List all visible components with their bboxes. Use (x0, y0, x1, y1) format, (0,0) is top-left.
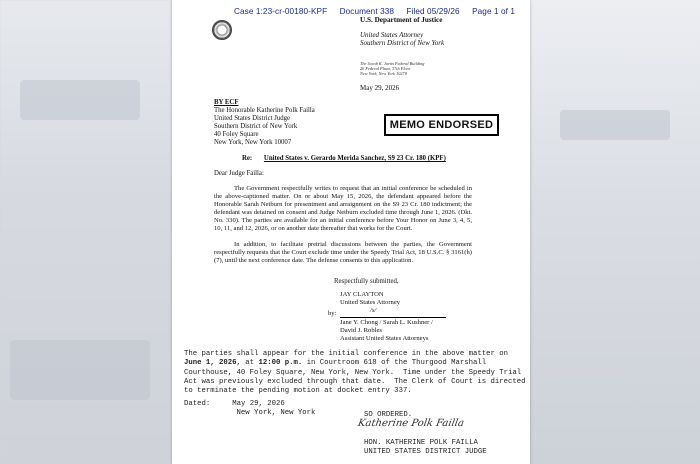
judge-name: HON. KATHERINE POLK FAILLA (364, 439, 478, 447)
endorsement-text-fragment: in Courtroom 618 of the Thurgood Marshall (302, 359, 487, 368)
office-title: United States Attorney (360, 31, 424, 40)
background-blur (560, 110, 670, 140)
conference-date: June 1, 2026 (184, 359, 237, 368)
background-blur (20, 80, 140, 120)
endorsement-line: The parties shall appear for the initial conference in the above matter on (184, 350, 509, 358)
recipient-line: New York, New York 10007 (214, 139, 292, 147)
case-number: Case 1:23-cr-00180-KPF (234, 7, 328, 16)
endorsement-line: Courthouse, 40 Foley Square, New York, New York. Time under the Speedy Trial (184, 368, 522, 377)
re-line (242, 155, 446, 162)
address-line: 26 Federal Plaza, 37th Floor (360, 66, 411, 72)
judge-block (364, 439, 487, 458)
conference-time: 12:00 p.m. (258, 359, 303, 368)
recipient-block (214, 99, 315, 147)
memo-endorsed-stamp: MEMO ENDORSED (384, 114, 499, 136)
filed-date: Filed 05/29/26 (406, 7, 460, 16)
recipient-line: United States District Judge (214, 115, 291, 123)
aua-names: David J. Robles (340, 326, 382, 334)
re-label: Re: (242, 155, 253, 162)
endorsement-line: Act was previously excluded through that date. The Clerk of Court is directed (184, 377, 526, 386)
page-count: Page 1 of 1 (472, 7, 516, 16)
agency-name: U.S. Department of Justice (360, 16, 443, 24)
salutation: Dear Judge Failla: (214, 170, 264, 177)
aua-title: Assistant United States Attorneys (340, 334, 429, 342)
background-blur (10, 340, 150, 400)
letterhead (360, 16, 444, 47)
by-label: by: (328, 310, 337, 317)
office-district: Southern District of New York (360, 39, 445, 48)
office-address (360, 61, 424, 76)
doj-seal-icon (212, 20, 232, 40)
signature-block (340, 291, 400, 315)
body-paragraph-1: The Government respectfully writes to request that an initial conference be scheduled in the above-captioned matter. On or about May 15, 2026, the defendant appeared before the Honorable Sarah Netburn for presentment and arraignment on the S9 23 Cr. 180 indictment; the defendant was detained on consent and Judge Netburn excluded time through June 1, 2026. (Dkt. No. 330). The parties are available for an initial conference before Your Honor on June 3, 4, 5, 10, 11, and 12, 2026, or on another date thereafter that works for the Court. (214, 185, 472, 233)
judge-signature: Katherine Polk Failla (357, 418, 465, 429)
endorsement-text (184, 350, 526, 397)
signer-title: United States Attorney (340, 298, 401, 306)
ecf-header (234, 7, 525, 16)
endorsement-line (184, 359, 526, 368)
document-number: Document 338 (339, 7, 395, 16)
dated-place: New York, New York (236, 409, 316, 418)
aua-block (340, 319, 433, 343)
so-ordered: SO ORDERED. (364, 411, 413, 419)
dated-label: Dated: (184, 400, 211, 408)
letter-date: May 29, 2026 (360, 84, 400, 92)
recipient-line: 40 Foley Square (214, 131, 259, 139)
aua-names: Jane Y. Chong / Sarah L. Kushner / (340, 319, 433, 326)
endorsement-line: to terminate the pending motion at docket entry 337. (184, 387, 412, 396)
dated-date: May 29, 2026 (232, 400, 285, 408)
recipient-line: Southern District of New York (214, 123, 298, 131)
background-right (530, 0, 700, 464)
signer-name: JAY CLAYTON (340, 291, 384, 298)
body-paragraph-2: In addition, to facilitate pretrial discussions between the parties, the Government respectfully requests that the Court exclude time under the Speedy Trial Act, 18 U.S.C. § 3161(h)(7), until the next conference date. The defense consents to this application. (214, 241, 472, 265)
case-caption: United States v. Gerardo Merida Sanchez, S9 23 Cr. 180 (KPF) (263, 155, 446, 162)
judge-title: UNITED STATES DISTRICT JUDGE (364, 448, 487, 457)
address-line: The Jacob K. Javits Federal Building (360, 61, 425, 66)
endorsement-text-fragment: , at (236, 359, 259, 368)
recipient-line: The Honorable Katherine Polk Failla (214, 107, 315, 115)
electronic-signature: /s/ (370, 306, 377, 314)
dated-block (184, 400, 315, 419)
delivery-method: BY ECF (214, 99, 239, 106)
signature-line (340, 317, 446, 318)
closing: Respectfully submitted, (334, 278, 399, 285)
address-line: New York, New York 10278 (360, 71, 407, 77)
